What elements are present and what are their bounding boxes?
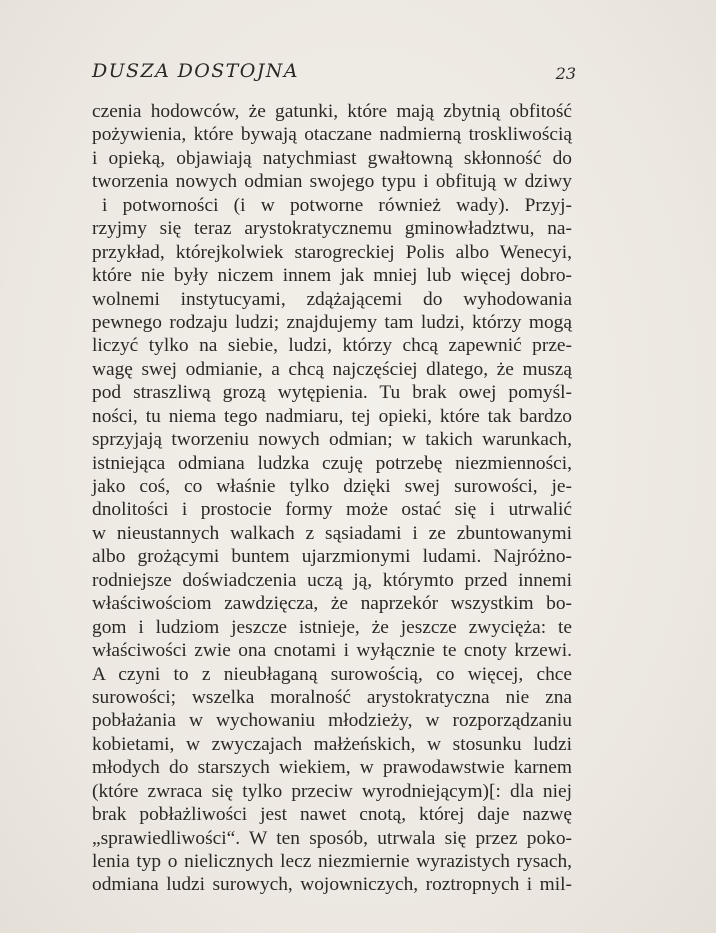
text-line: (które zwraca się tylko przeciw wyrodniejącym)[: dla niej <box>92 780 572 802</box>
running-header <box>92 58 576 88</box>
text-line: surowości; wszelka moralność arystokratyczna nie zna <box>92 686 572 708</box>
text-line: kobietami, w zwyczajach małżeńskich, w stosunku ludzi <box>92 733 572 755</box>
text-line: tworzenia nowych odmian swojego typu i obfitują w dziwy <box>92 171 572 193</box>
text-line: w nieustannych walkach z sąsiadami i ze zbuntowanymi <box>92 522 572 544</box>
text-line: czenia hodowców, że gatunki, które mają zbytnią obfitość <box>92 101 572 122</box>
text-line: właściwościom zawdzięcza, że naprzekór wszystkim bo- <box>92 593 572 615</box>
text-line: wolnemi instytucyami, zdążającemi do wyhodowania <box>92 288 572 310</box>
text-line: rzyjmy się teraz arystokratycznemu gminowładztwu, na- <box>92 218 572 240</box>
text-line: albo grożącymi buntem ujarzmionymi ludami. Najróżno- <box>92 546 572 568</box>
text-line: młodych do starszych wiekiem, w prawodawstwie karnem <box>92 757 572 779</box>
text-line: właściwości zwie ona cnotami i wyłącznie te cnoty krzewi. <box>92 640 572 662</box>
body-text <box>92 100 572 897</box>
text-line: „sprawiedliwości“. W ten sposób, utrwala się przez poko- <box>92 827 572 849</box>
text-line: wagę swej odmianie, a chcą najczęściej dlatego, że muszą <box>92 358 572 380</box>
page-number: 23 <box>555 64 576 83</box>
text-line: jako coś, co właśnie tylko dzięki swej surowości, je- <box>92 476 572 497</box>
text-line: pożywienia, które bywają otaczane nadmierną troskliwością <box>92 124 572 146</box>
text-line: pewnego rodzaju ludzi; znajdujemy tam ludzi, którzy mogą <box>92 311 572 333</box>
text-line: rodniejsze doświadczenia uczą ją, którymto przed innemi <box>92 569 572 591</box>
text-line: brak pobłażliwości jest nawet cnotą, której daje nazwę <box>92 804 572 826</box>
text-line: sprzyjają tworzeniu nowych odmian; w takich warunkach, <box>92 429 572 451</box>
text-line: A czyni to z nieubłaganą surowością, co więcej, chce <box>92 663 572 685</box>
running-title: DUSZA DOSTOJNA <box>92 60 299 82</box>
text-line: dnolitości i prostocie formy może ostać się i utrwalić <box>92 499 572 521</box>
text-line: istniejąca odmiana ludzka czuję potrzebę niezmienności, <box>92 452 572 474</box>
text-line: ności, tu niema tego nadmiaru, tej opieki, które tak bardzo <box>92 405 572 427</box>
text-line: lenia typ o nielicznych lecz niezmiernie wyrazistych rysach, <box>92 851 572 872</box>
text-line: i potworności (i w potworne również wady). Przyj- <box>102 194 572 216</box>
text-line: odmiana ludzi surowych, wojowniczych, roztropnych i mil- <box>92 874 572 896</box>
text-line: liczyć tylko na siebie, ludzi, którzy chcą zapewnić prze- <box>92 335 572 357</box>
text-line: przykład, którejkolwiek starogreckiej Polis albo Wenecyi, <box>92 241 572 263</box>
text-line: pobłażania w wychowaniu młodzieży, w rozporządzaniu <box>92 710 572 732</box>
text-line: które nie były niczem innem jak mniej lub więcej dobro- <box>92 265 572 287</box>
text-line: i opieką, objawiają natychmiast gwałtowną skłonność do <box>92 147 572 169</box>
text-line: pod straszliwą grozą wytępienia. Tu brak owej pomyśl- <box>92 382 572 404</box>
text-line: gom i ludziom jeszcze istnieje, że jeszcze zwycięża: te <box>92 616 572 638</box>
